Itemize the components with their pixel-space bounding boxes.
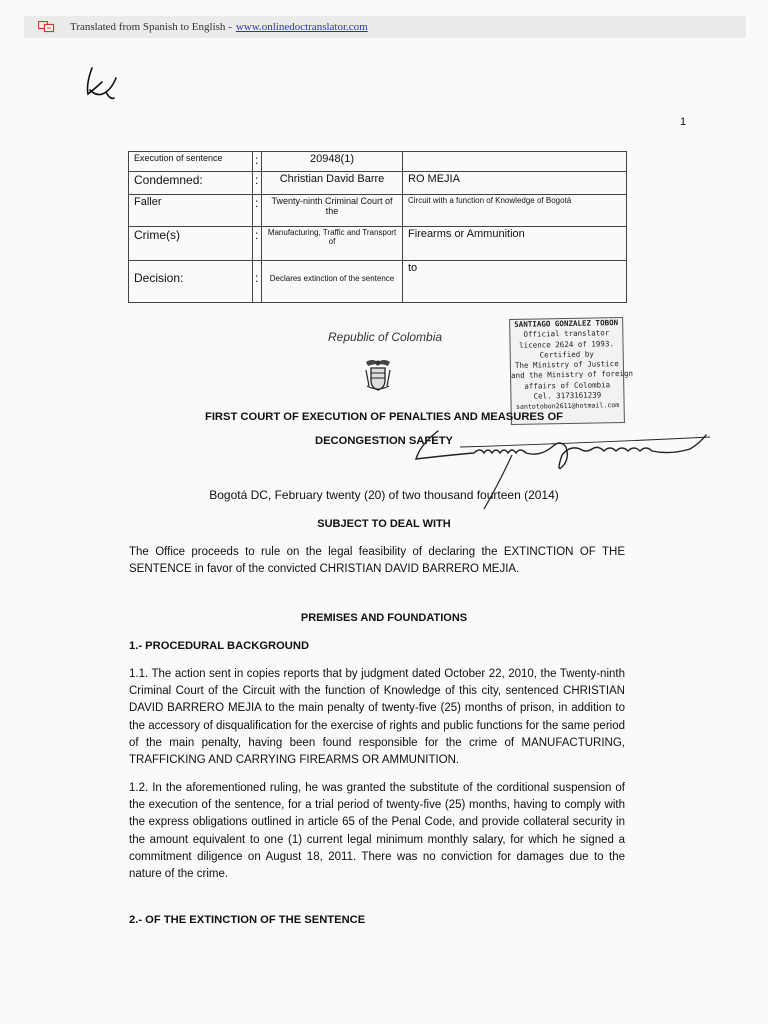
stamp-line: The Ministry of Justice bbox=[514, 359, 619, 371]
table-row bbox=[129, 261, 627, 303]
row-value: Twenty-ninth Criminal Court of the bbox=[262, 195, 403, 227]
stamp-line: Official translator bbox=[523, 328, 610, 340]
row-extra: Circuit with a function of Knowledge of Bogotá bbox=[403, 195, 627, 227]
section1-paragraph2: 1.2. In the aforementioned ruling, he was granted the substitute of the corditional suspension of the execution of the sentence, for a trial period of twenty-five (25) months, having to comply with the express obligations outlined in article 65 of the Penal Code, and provide collateral security in the amount equivalent to one (1) current legal minimum monthly salary, for which he signed a commitment diligence on August 18, 2011. There was no conviction for damages due to the nature of the crime. bbox=[129, 782, 625, 881]
stamp-line: santotobon2611@hotmail.com bbox=[515, 401, 620, 412]
court-title-line1: FIRST COURT OF EXECUTION OF PENALTIES AND MEASURES OF bbox=[204, 411, 563, 423]
row-colon: : bbox=[253, 172, 262, 195]
translator-stamp bbox=[509, 317, 634, 425]
section1-paragraph1: 1.1. The action sent in copies reports that by judgment dated October 22, 2010, the Twenty-ninth Criminal Court of the Circuit with the function of Knowledge of this city, sentenced CHRISTIAN DAVID BARRERO MEJIA to the main penalty of twenty-five (25) months of prison, in addition to the accessory of disqualification for the exercise of rights and public functions for the same period of the main penalty, having been found responsible for the crime of MANUFACTURING, TRAFFICKING AND CARRYING FIREARMS OR AMMUNITION. bbox=[129, 668, 625, 767]
table-row bbox=[129, 152, 627, 172]
page-number: 1 bbox=[680, 116, 687, 128]
court-title-line2: DECONGESTION SAFETY bbox=[315, 435, 453, 447]
stamp-line: Cel. 3173161239 bbox=[533, 390, 602, 401]
translator-logo-icon bbox=[38, 21, 56, 33]
translator-link[interactable]: www.onlinedoctranslator.com bbox=[235, 21, 368, 33]
stamp-line: affairs of Colombia bbox=[524, 380, 611, 391]
row-value: Christian David Barre bbox=[262, 172, 403, 195]
intro-paragraph: The Office proceeds to rule on the legal feasibility of declaring the EXTINCTION OF THE SENTENCE in favor of the convicted CHRISTIAN DAVID BARRERO MEJIA. bbox=[129, 546, 625, 576]
row-value: Declares extinction of the sentence bbox=[262, 261, 403, 303]
handwritten-initial-icon bbox=[84, 64, 124, 104]
stamp-line: and the Ministry of foreign bbox=[510, 369, 634, 381]
row-colon: : bbox=[253, 195, 262, 227]
row-label: Execution of sentence bbox=[129, 152, 253, 172]
row-label: Faller bbox=[129, 195, 253, 227]
document-date: Bogotá DC, February twenty (20) of two thousand fourteen (2014) bbox=[209, 488, 559, 502]
table-row bbox=[129, 227, 627, 261]
row-value: Manufacturing, Traffic and Transport of bbox=[262, 227, 403, 261]
subject-heading: SUBJECT TO DEAL WITH bbox=[317, 518, 451, 530]
stamp-line: licence 2624 of 1993. bbox=[519, 338, 615, 350]
row-label: Condemned: bbox=[129, 172, 253, 195]
stamp-line: SANTIAGO GONZALEZ TOBON bbox=[514, 318, 619, 329]
section2-heading: 2.- OF THE EXTINCTION OF THE SENTENCE bbox=[129, 914, 366, 926]
row-label: Crime(s) bbox=[129, 227, 253, 261]
republic-heading: Republic of Colombia bbox=[328, 330, 443, 344]
case-info-table bbox=[128, 151, 627, 303]
row-colon: : bbox=[253, 152, 262, 172]
row-label: Decision: bbox=[129, 261, 253, 303]
banner-text: Translated from Spanish to English - bbox=[70, 21, 232, 33]
stamp-line: Certified by bbox=[539, 349, 594, 360]
row-colon: : bbox=[253, 261, 262, 303]
translation-banner bbox=[24, 16, 746, 38]
row-extra: to bbox=[403, 261, 627, 303]
premises-heading: PREMISES AND FOUNDATIONS bbox=[300, 612, 468, 624]
row-extra bbox=[403, 152, 627, 172]
section1-heading: 1.- PROCEDURAL BACKGROUND bbox=[129, 640, 310, 652]
table-row bbox=[129, 172, 627, 195]
row-value: 20948(1) bbox=[262, 152, 403, 172]
row-colon: : bbox=[253, 227, 262, 261]
colombia-coat-of-arms-icon bbox=[362, 356, 394, 392]
row-extra: RO MEJIA bbox=[403, 172, 627, 195]
row-extra: Firearms or Ammunition bbox=[403, 227, 627, 261]
table-row bbox=[129, 195, 627, 227]
